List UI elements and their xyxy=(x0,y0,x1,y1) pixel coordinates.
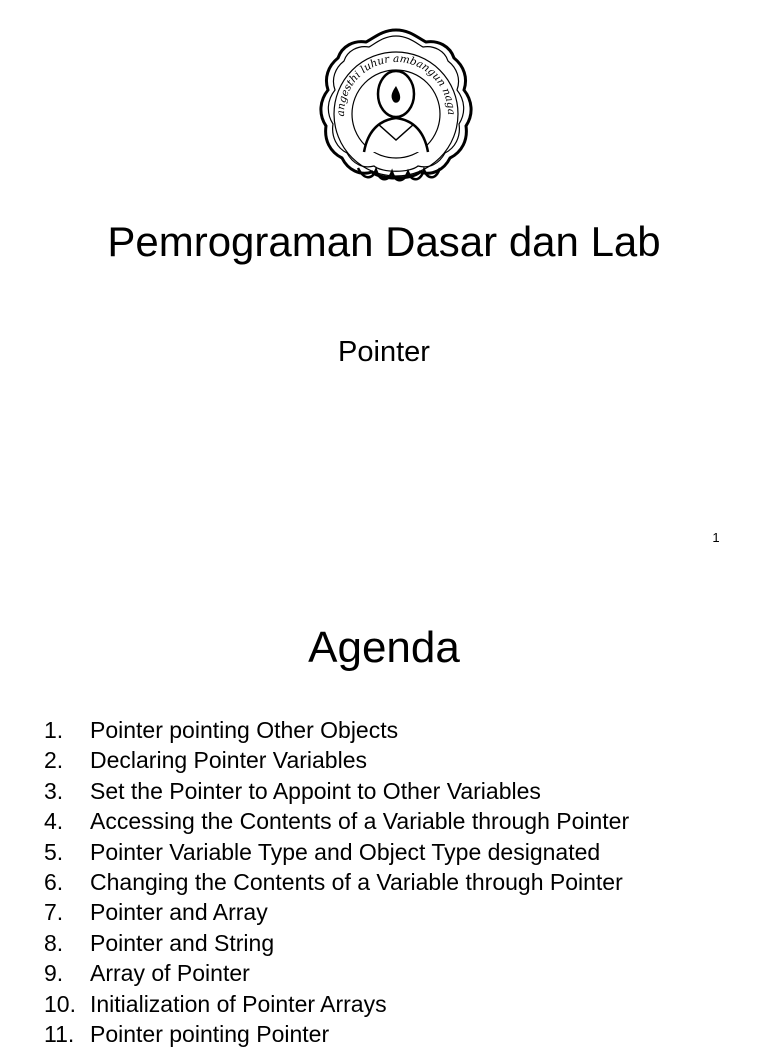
agenda-item-text: Accessing the Contents of a Variable through Pointer xyxy=(90,808,630,835)
agenda-item-text: Array of Pointer xyxy=(90,960,250,987)
agenda-item-number: 4. xyxy=(44,808,64,835)
agenda-item-number: 1. xyxy=(44,717,64,743)
agenda-item-number: 5. xyxy=(44,838,64,865)
agenda-item-text: Pointer pointing Other Objects xyxy=(90,717,399,743)
agenda-item-text: Initialization of Pointer Arrays xyxy=(90,990,387,1017)
agenda-item-text: Set the Pointer to Appoint to Other Variables xyxy=(90,777,541,804)
agenda-item xyxy=(44,745,629,775)
agenda-item-number: 6. xyxy=(44,868,64,895)
agenda-item-text: Declaring Pointer Variables xyxy=(90,747,367,774)
agenda-item-text: Pointer pointing Pointer xyxy=(90,1020,330,1047)
agenda-item-number: 10. xyxy=(44,990,76,1017)
agenda-item xyxy=(44,806,629,836)
agenda-item xyxy=(44,897,629,927)
agenda-item-text: Pointer and Array xyxy=(90,899,268,926)
agenda-item-number: 11. xyxy=(44,1020,75,1047)
agenda-item-number: 3. xyxy=(44,777,64,804)
agenda-heading: Agenda xyxy=(308,623,460,672)
presentation-title: Pemrograman Dasar dan Lab xyxy=(107,218,661,265)
agenda-item-text: Changing the Contents of a Variable through Pointer xyxy=(90,868,623,895)
agenda-item-text: Pointer and String xyxy=(90,929,275,956)
agenda-item xyxy=(44,958,629,988)
agenda-item-number: 9. xyxy=(44,960,64,987)
agenda-slide xyxy=(0,565,768,1047)
agenda-item xyxy=(44,776,629,806)
university-crest-icon xyxy=(314,22,478,190)
agenda-item xyxy=(44,867,629,897)
agenda-item xyxy=(44,837,629,867)
presentation-subtitle: Pointer xyxy=(338,336,430,368)
svg-text:mangesthi luhur ambangun nagar: angesthi luhur ambangun naga xyxy=(334,52,458,117)
agenda-item-number: 7. xyxy=(44,899,64,926)
agenda-item xyxy=(44,715,629,745)
agenda-item xyxy=(44,989,629,1019)
agenda-item xyxy=(44,928,629,958)
page-number: 1 xyxy=(712,530,720,545)
agenda-item-number: 8. xyxy=(44,929,64,956)
agenda-item xyxy=(44,1019,629,1049)
agenda-item-number: 2. xyxy=(44,747,64,774)
agenda-list xyxy=(44,715,629,1049)
agenda-item-text: Pointer Variable Type and Object Type designated xyxy=(90,838,601,865)
